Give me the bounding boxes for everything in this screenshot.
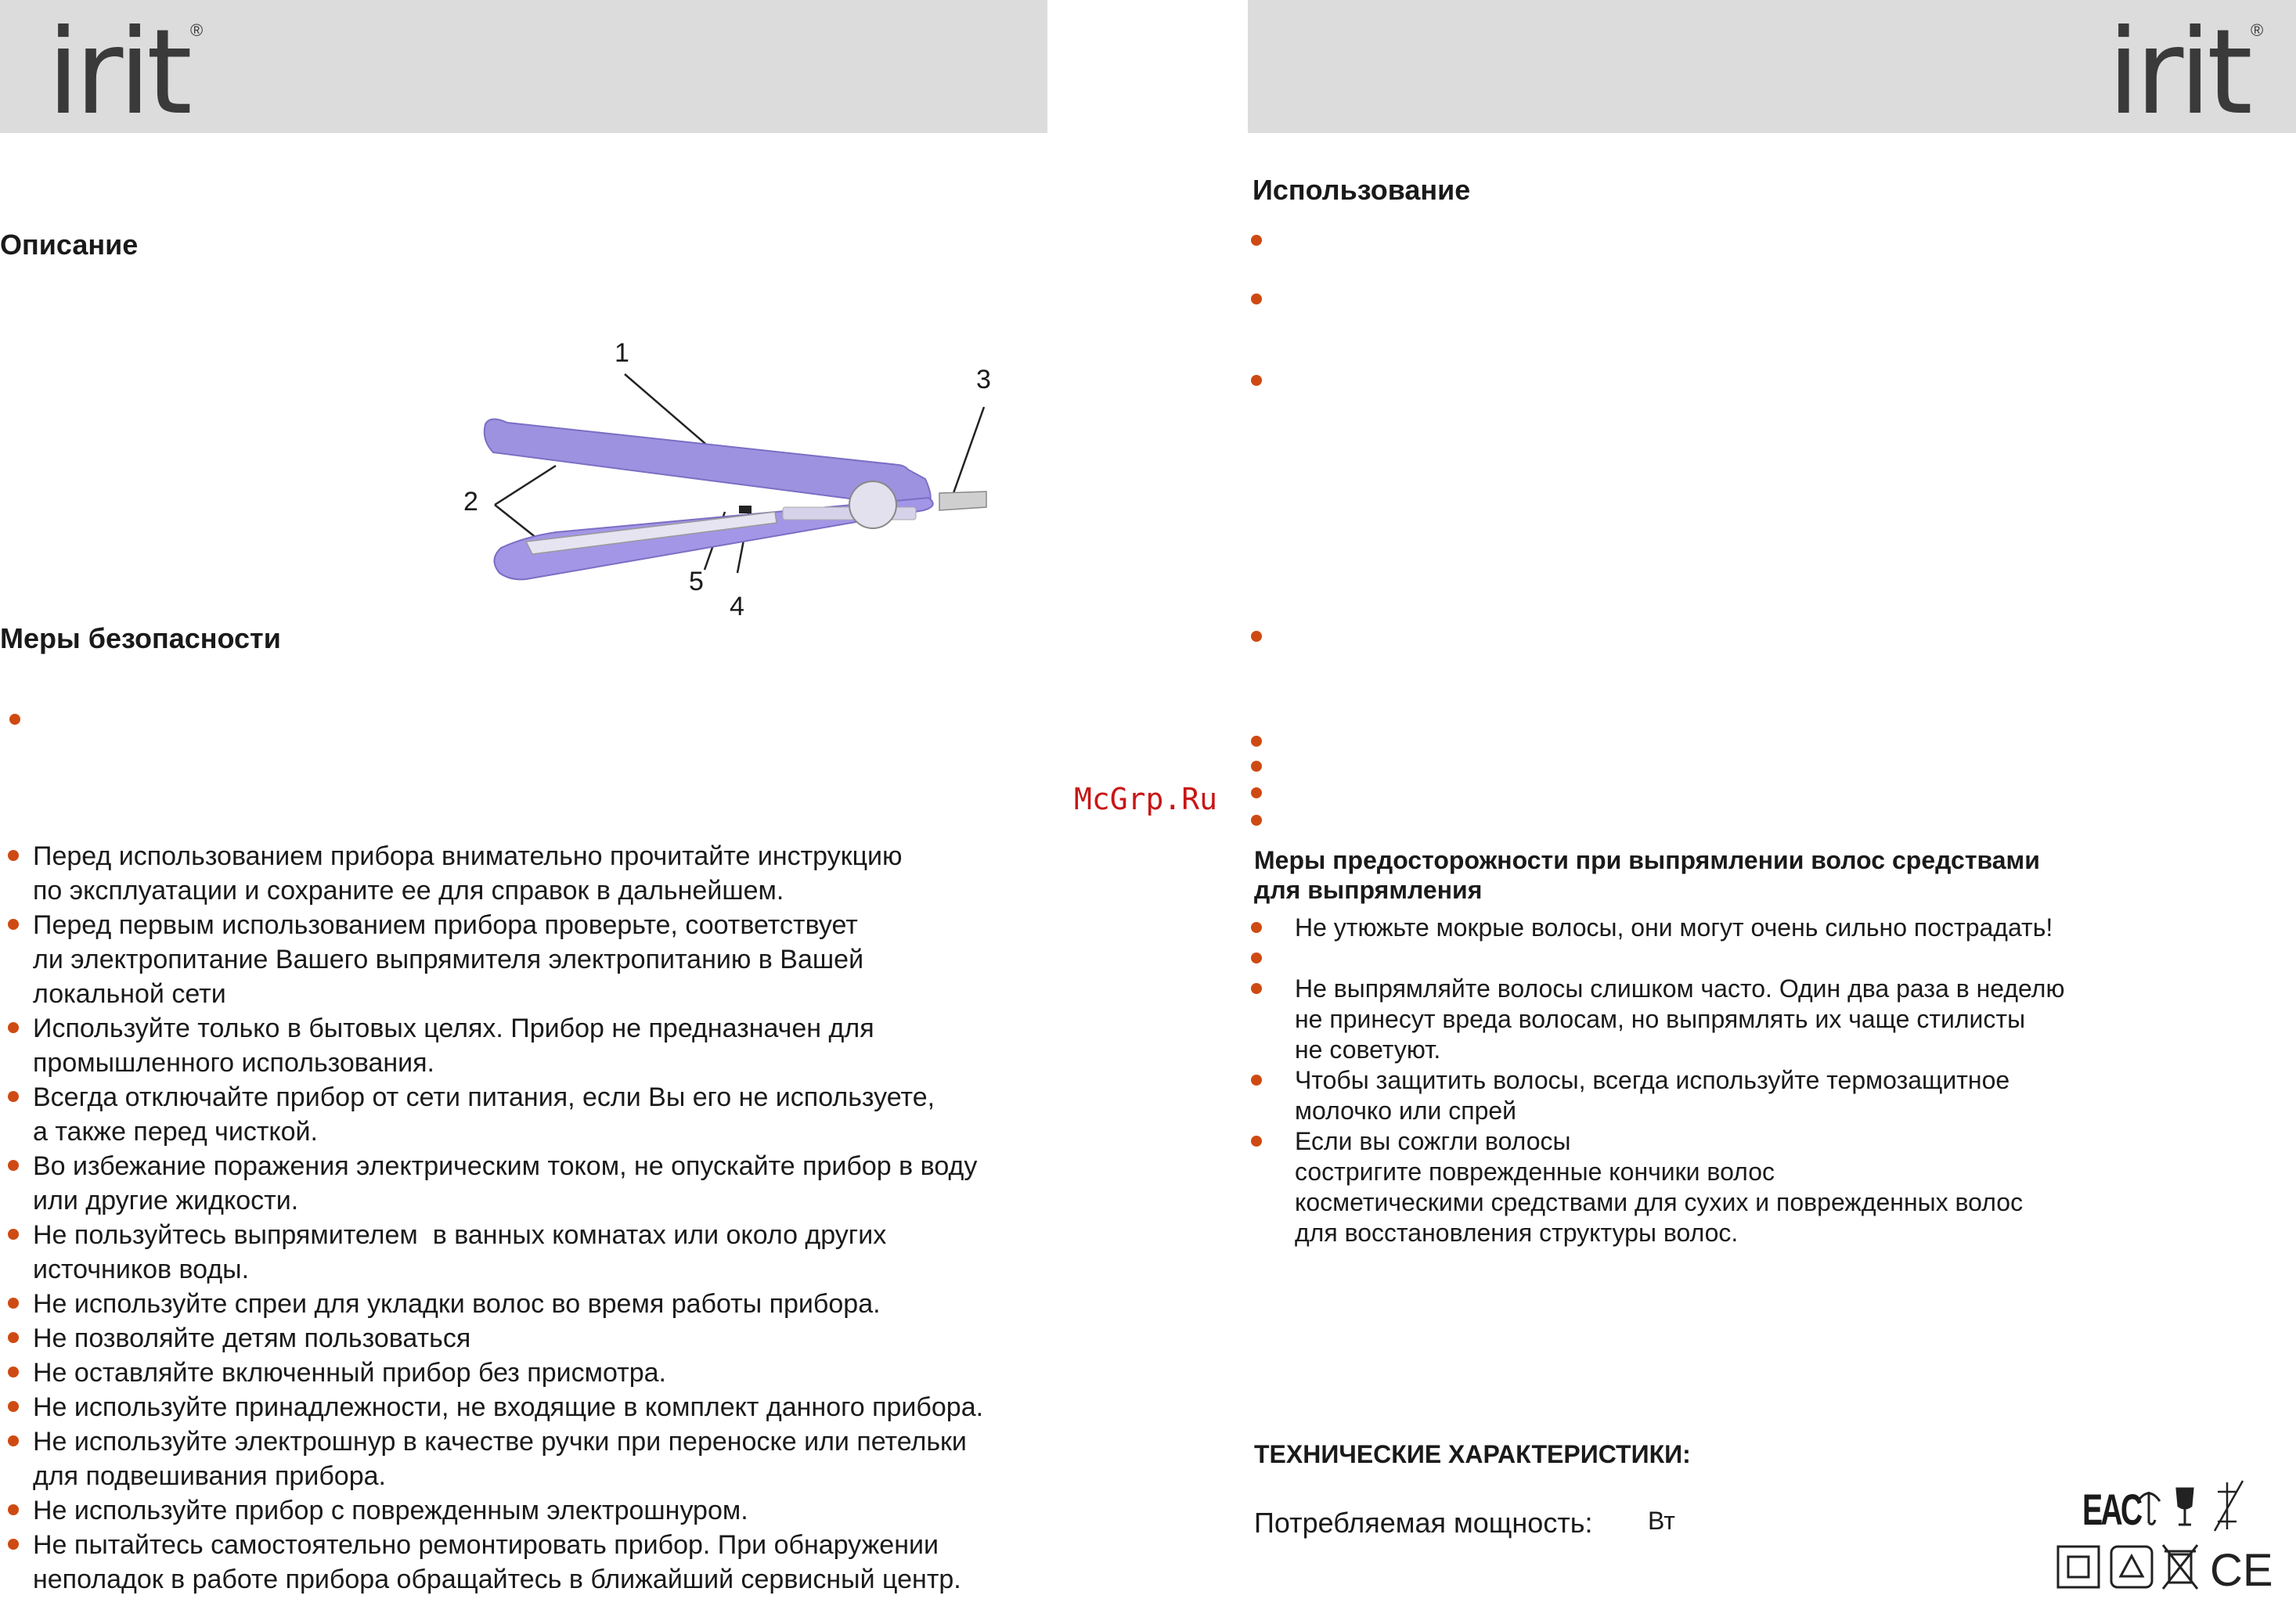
safety-item-line: Не используйте принадлежности, не входящие в комплект данного прибора. <box>33 1392 984 1422</box>
bullet-dot <box>1251 1136 1262 1147</box>
bullet-dot <box>1251 953 1262 963</box>
brand-logo-text: irit <box>47 5 188 141</box>
safety-item-line: локальной сети <box>33 979 226 1009</box>
bullet-dot <box>8 1091 19 1102</box>
ce-mark: CE <box>2210 1545 2273 1594</box>
power-unit: Вт <box>1648 1507 1675 1535</box>
tech-specs-heading: ТЕХНИЧЕСКИЕ ХАРАКТЕРИСТИКИ: <box>1254 1440 1691 1468</box>
precaution-item-line: состригите поврежденные кончики волос <box>1295 1158 1775 1186</box>
bullet-dot <box>9 714 20 725</box>
safety-item-line: Не используйте прибор с поврежденным электрошнуром. <box>33 1496 748 1525</box>
eac-mark: EAC <box>2082 1485 2141 1534</box>
bullet-dot <box>8 1367 19 1378</box>
callout-1: 1 <box>615 338 629 368</box>
bullet-dot <box>1251 294 1262 304</box>
precaution-item-line: Не утюжьте мокрые волосы, они могут очень сильно пострадать! <box>1295 913 2053 942</box>
precautions-heading-line: Меры предосторожности при выпрямлении волос средствами <box>1254 846 2040 874</box>
safety-item-line: Не используйте спреи для укладки волос во время работы прибора. <box>33 1289 881 1319</box>
safety-item-line: по эксплуатации и сохраните ее для справок в дальнейшем. <box>33 876 784 906</box>
callout-5: 5 <box>689 567 704 596</box>
bullet-dot <box>8 1160 19 1171</box>
safety-item-line: ли электропитание Вашего выпрямителя электропитанию в Вашей <box>33 945 864 974</box>
bullet-dot <box>1251 235 1262 246</box>
safety-item-line: источников воды. <box>33 1255 250 1284</box>
bullet-dot <box>8 1229 19 1240</box>
watermark: McGrp.Ru <box>1074 782 1218 816</box>
power-label: Потребляемая мощность: <box>1254 1507 1593 1539</box>
bullet-dot <box>1251 1075 1262 1086</box>
brand-logo-right <box>2107 5 2248 141</box>
safety-item-line: а также перед чисткой. <box>33 1117 318 1147</box>
bullet-dot <box>8 1298 19 1309</box>
description-heading: Описание <box>0 229 139 261</box>
registered-mark-right: ® <box>2251 20 2264 40</box>
safety-item-line: Не оставляйте включенный прибор без присмотра. <box>33 1358 666 1388</box>
umbrella-icon <box>2138 1492 2160 1524</box>
bullet-dot <box>8 919 19 930</box>
safety-item-line: Используйте только в бытовых целях. Прибор не предназначен для <box>33 1014 874 1043</box>
safety-item-line: Не пытайтесь самостоятельно ремонтировать прибор. При обнаружении <box>33 1530 939 1560</box>
safety-item-line: Перед использованием прибора внимательно прочитайте инструкцию <box>33 841 903 871</box>
bullet-dot <box>8 1435 19 1446</box>
bullet-dot <box>1251 736 1262 747</box>
safety-item-line: Во избежание поражения электрическим током, не опускайте прибор в воду <box>33 1151 978 1181</box>
bullet-dot <box>8 1504 19 1515</box>
packaging-icons <box>2133 1479 2290 1534</box>
bullet-dot <box>1251 631 1262 642</box>
callout-4: 4 <box>730 592 744 621</box>
safety-item-line: Не используйте электрошнур в качестве ручки при переноске или петельки <box>33 1427 967 1457</box>
safety-item-line: Перед первым использованием прибора проверьте, соответствует <box>33 910 858 940</box>
bullet-dot <box>8 1401 19 1412</box>
callout-3: 3 <box>976 365 991 394</box>
weee-bin-icon <box>2163 1545 2197 1589</box>
bullet-dot <box>1251 375 1262 386</box>
bullet-dot <box>1251 983 1262 994</box>
precaution-item-line: Не выпрямляйте волосы слишком часто. Один два раза в неделю <box>1295 974 2065 1003</box>
precautions-heading <box>1254 845 2040 905</box>
usage-heading: Использование <box>1253 174 1471 206</box>
callout-2: 2 <box>463 487 478 517</box>
precaution-item-line: не принесут вреда волосам, но выпрямлять их чаще стилисты <box>1295 1005 2026 1033</box>
bullet-dot <box>1251 815 1262 826</box>
bullet-dot <box>8 850 19 861</box>
bullet-dot <box>1251 922 1262 933</box>
safety-item-line: Всегда отключайте прибор от сети питания, если Вы его не используете, <box>33 1082 935 1112</box>
bullet-dot <box>1251 787 1262 798</box>
safety-marks-row <box>2055 1540 2290 1594</box>
precaution-item-line: молочко или спрей <box>1295 1097 1517 1125</box>
brand-logo-left <box>47 5 188 141</box>
precaution-item-line: не советуют. <box>1295 1035 1441 1064</box>
double-insulation-icon <box>2058 1547 2099 1587</box>
safety-item-line: промышленного использования. <box>33 1048 434 1078</box>
temperature-limit-icon <box>2215 1481 2243 1531</box>
bullet-dot <box>8 1022 19 1033</box>
bullet-dot <box>8 1332 19 1343</box>
registered-mark-left: ® <box>190 20 204 40</box>
precaution-item-line: Если вы сожгли волосы <box>1295 1127 1571 1155</box>
fragile-glass-icon <box>2177 1489 2193 1525</box>
bullet-dot <box>1251 761 1262 772</box>
safety-item-line: для подвешивания прибора. <box>33 1461 386 1491</box>
brand-logo-text: irit <box>2107 5 2248 141</box>
hair-straightener-illustration <box>438 337 1002 642</box>
precautions-heading-line: для выпрямления <box>1254 876 1483 904</box>
precaution-item-line: для восстановления структуры волос. <box>1295 1219 1739 1247</box>
protect-from-moisture-icon <box>2111 1547 2152 1587</box>
safety-item-line: или другие жидкости. <box>33 1186 299 1215</box>
precaution-item-line: косметическими средствами для сухих и поврежденных волос <box>1295 1188 2024 1216</box>
safety-item-line: Не позволяйте детям пользоваться <box>33 1323 471 1353</box>
safety-item-line: неполадок в работе прибора обращайтесь в ближайший сервисный центр. <box>33 1565 961 1594</box>
precaution-item-line: Чтобы защитить волосы, всегда используйте термозащитное <box>1295 1066 2010 1094</box>
safety-heading: Меры безопасности <box>0 622 281 654</box>
bullet-dot <box>8 1539 19 1550</box>
safety-item-line: Не пользуйтесь выпрямителем в ванных комнатах или около других <box>33 1220 887 1250</box>
